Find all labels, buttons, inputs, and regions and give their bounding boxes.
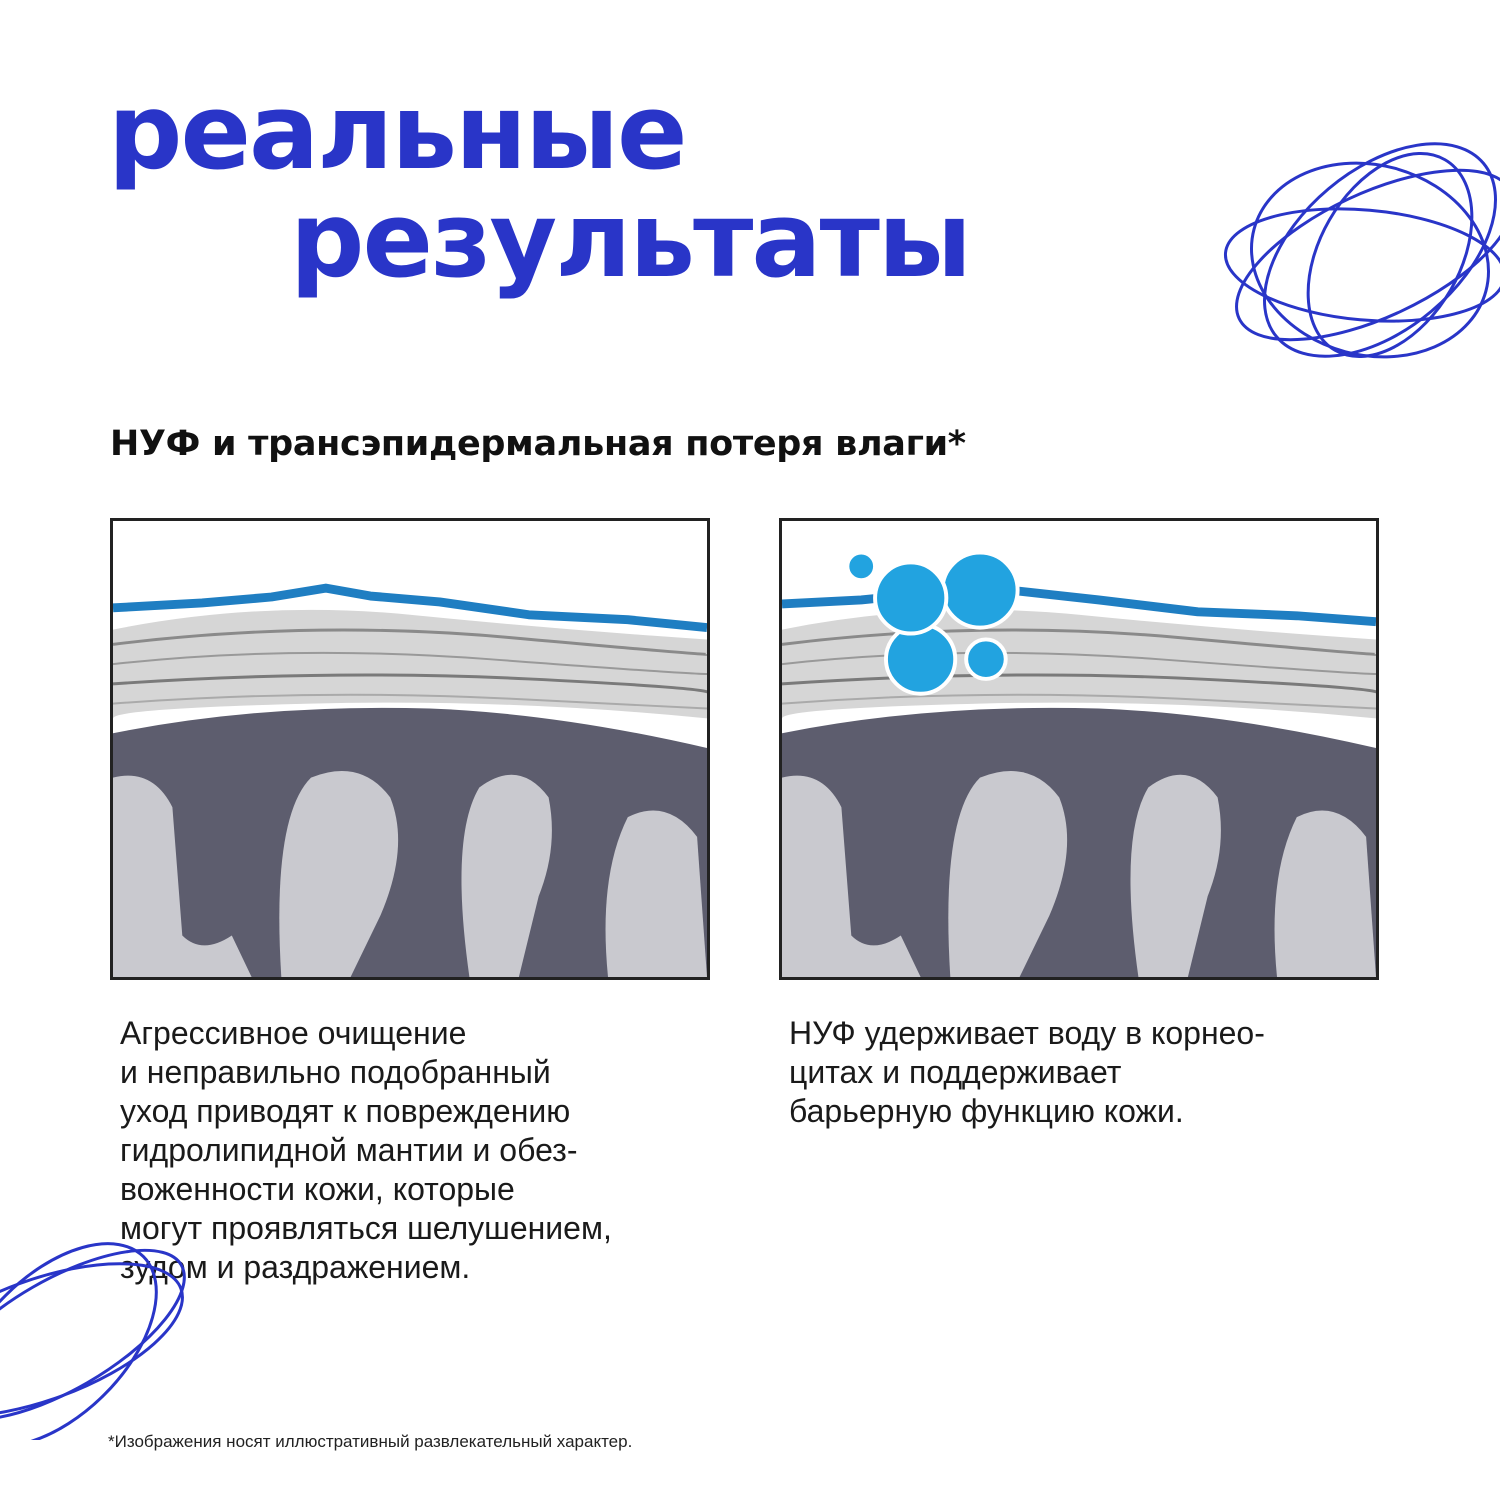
section-subtitle: НУФ и трансэпидермальная потеря влаги* xyxy=(110,424,966,464)
page-title-line-2: результаты xyxy=(290,179,970,301)
description-left: Агрессивное очищение и неправильно подобранный уход приводят к повреждению гидролипидной мантии и обез- воженности кожи, которые могут проявляться шелушением, зудом и раздражением. xyxy=(120,1015,612,1285)
skin-illustration-left xyxy=(110,518,710,980)
scribble-decoration-icon xyxy=(1200,110,1500,400)
skin-illustration-right xyxy=(779,518,1379,980)
scribble-decoration-icon xyxy=(0,1225,195,1440)
description-right: НУФ удерживает воду в корнео- цитах и поддерживает барьерную функцию кожи. xyxy=(789,1015,1265,1129)
page-title-line-1: реальные xyxy=(108,71,686,193)
footnote: *Изображения носят иллюстративный развлекательный характер. xyxy=(108,1432,633,1451)
